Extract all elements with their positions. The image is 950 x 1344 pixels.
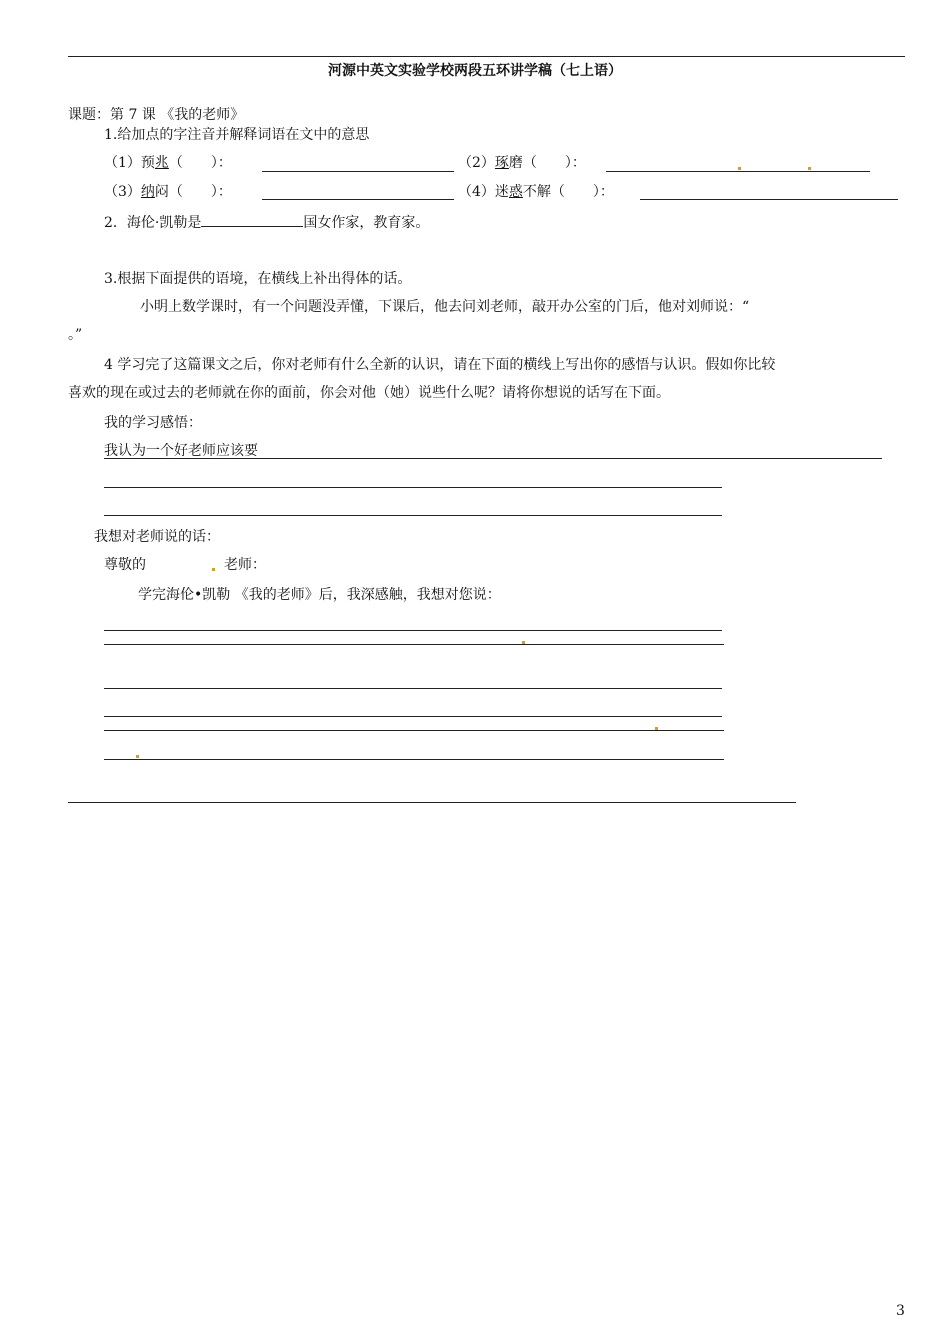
q1-item1-char: 兆 (154, 155, 169, 171)
q3-end: 。” (68, 327, 83, 343)
q1-item4-char: 惑 (508, 184, 523, 200)
insight-line[interactable] (104, 487, 722, 488)
insight-label: 我的学习感悟： (104, 415, 202, 431)
q1-item2-answer-line[interactable] (606, 171, 870, 172)
q3-context: 小明上数学课时，有一个问题没弄懂，下课后，他去问刘老师，敲开办公室的门后，他对刘师说：“ (140, 299, 750, 315)
q1-item3 (104, 183, 232, 201)
q1-item3-paren: （ ）： (168, 184, 232, 200)
q1-item2-char: 琢 (494, 155, 509, 171)
mark-dot (738, 167, 741, 170)
letter-start: 学完海伦•凯勒 《我的老师》后，我深感触，我想对您说： (138, 587, 501, 603)
q1-item3-answer-line[interactable] (262, 199, 454, 200)
insight-line[interactable] (104, 515, 722, 516)
greeting-a: 尊敬的 (104, 557, 146, 573)
insight-start: 我认为一个好老师应该要 (104, 443, 258, 459)
q1-item4-rest: 不解 (522, 184, 551, 200)
q1-item2 (458, 154, 586, 172)
letter-line[interactable] (104, 759, 724, 760)
insight-line[interactable] (104, 458, 882, 459)
q1-item1-num: （1）预 (104, 155, 155, 171)
q1-item2-num: （2） (458, 155, 495, 171)
footer-rule (68, 802, 796, 803)
letter-line[interactable] (104, 730, 724, 731)
page-title: 河源中英文实验学校两段五环讲学稿（七上语） (328, 63, 622, 79)
letter-line[interactable] (104, 688, 722, 689)
q1-item4-paren: （ ）： (550, 184, 614, 200)
q2-answer-blank[interactable] (201, 212, 303, 227)
header-rule (68, 56, 905, 57)
q1-item1 (104, 154, 232, 172)
mark-dot (212, 568, 215, 571)
q2-before: 2．海伦·凯勒是 (104, 215, 202, 231)
q2 (104, 212, 429, 232)
q1-prompt: 1.给加点的字注音并解释词语在文中的意思 (104, 127, 370, 143)
q1-item3-num: （3） (104, 184, 141, 200)
letter-line[interactable] (104, 644, 724, 645)
q1-item4-answer-line[interactable] (640, 199, 898, 200)
q1-item2-paren: （ ）： (522, 155, 586, 171)
lesson-title: 课题：第 7 课 《我的老师》 (68, 107, 245, 123)
words-label: 我想对老师说的话： (94, 529, 220, 545)
q2-after: 国女作家，教育家。 (303, 215, 430, 231)
q1-item1-paren: （ ）： (168, 155, 232, 171)
q1-item4-num: （4）迷 (458, 184, 509, 200)
letter-line[interactable] (104, 716, 722, 717)
letter-line[interactable] (104, 630, 722, 631)
q1-item2-rest: 磨 (508, 155, 523, 171)
q1-item3-char: 纳 (140, 184, 155, 200)
q1-item3-rest: 闷 (154, 184, 169, 200)
q1-item1-answer-line[interactable] (262, 171, 454, 172)
q3-prompt: 3.根据下面提供的语境，在横线上补出得体的话。 (104, 271, 412, 287)
greeting-b: 老师： (224, 557, 266, 573)
mark-dot (136, 755, 139, 758)
page-number: 3 (896, 1303, 905, 1319)
mark-dot (655, 727, 658, 730)
mark-dot (808, 167, 811, 170)
mark-dot (522, 641, 525, 644)
q4-line1: 4 学习完了这篇课文之后，你对老师有什么全新的认识，请在下面的横线上写出你的感悟与认识。假如你比较 (104, 357, 776, 373)
q4-line2: 喜欢的现在或过去的老师就在你的面前，你会对他（她）说些什么呢？请将你想说的话写在下面。 (68, 385, 670, 401)
q1-item4 (458, 183, 614, 201)
